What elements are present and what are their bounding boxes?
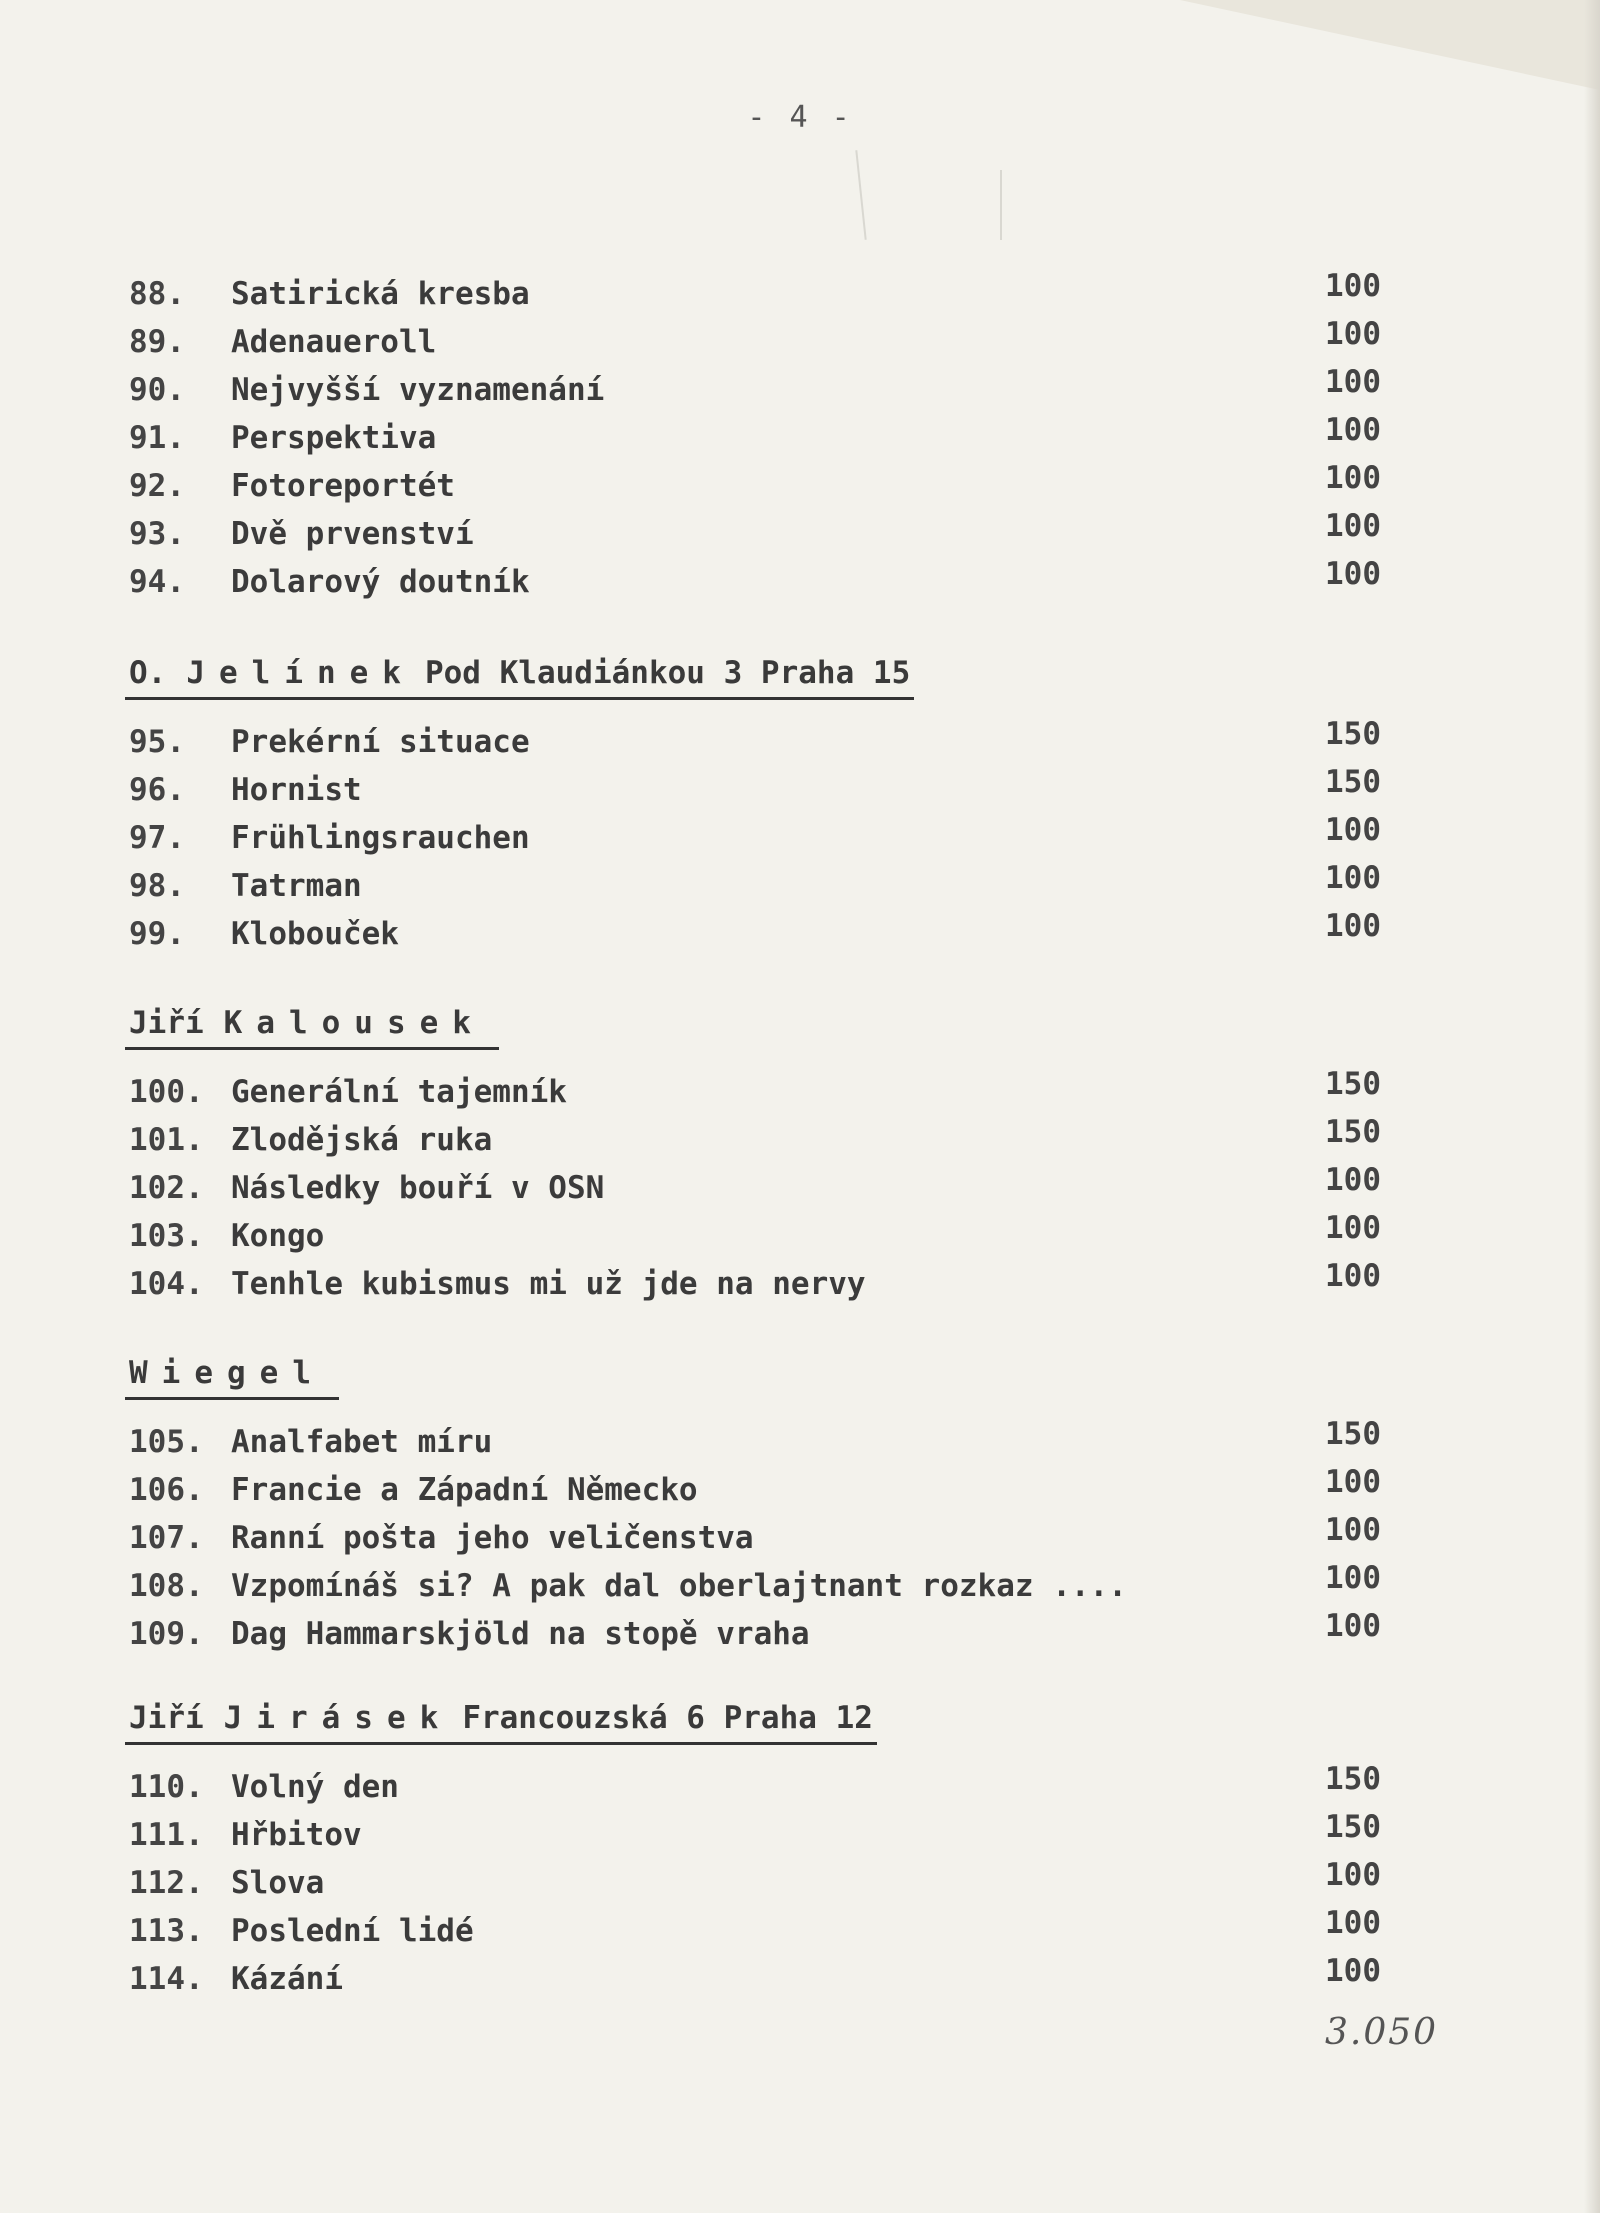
- item-number: 88.: [129, 276, 185, 312]
- item-title: Kongo: [231, 1218, 325, 1254]
- item-number: 100.: [129, 1074, 204, 1110]
- item-title: Fotoreportét: [231, 468, 455, 504]
- item-title: Zlodějská ruka: [231, 1122, 493, 1158]
- item-number: 108.: [129, 1568, 204, 1604]
- list-item: [125, 1610, 1425, 1658]
- list-item: [125, 718, 1425, 766]
- author-first-name: O.: [129, 655, 167, 691]
- list-item: [125, 558, 1425, 606]
- item-title: Volný den: [231, 1769, 399, 1805]
- list-item: [125, 1562, 1425, 1610]
- item-title: Kázání: [231, 1961, 343, 1997]
- item-title: Analfabet míru: [231, 1424, 493, 1460]
- item-price: 100: [1325, 1608, 1381, 1644]
- handwritten-total: 3.050: [1325, 2012, 1439, 2053]
- item-number: 111.: [129, 1817, 204, 1853]
- author-heading: [125, 1005, 499, 1050]
- list-item: [125, 1212, 1425, 1260]
- item-title: Dolarový doutník: [231, 564, 530, 600]
- item-title: Generální tajemník: [231, 1074, 567, 1110]
- item-price: 150: [1325, 1809, 1381, 1845]
- list-item: [125, 1811, 1425, 1859]
- item-price: 100: [1325, 1162, 1381, 1198]
- item-price: 100: [1325, 460, 1381, 496]
- item-title: Hřbitov: [231, 1817, 362, 1853]
- list-item: [125, 510, 1425, 558]
- list-item: [125, 318, 1425, 366]
- item-title: Tatrman: [231, 868, 362, 904]
- pencil-mark: [1000, 170, 1002, 240]
- item-number: 95.: [129, 724, 185, 760]
- list-item: [125, 1955, 1425, 2003]
- author-first-name: Jiří: [129, 1700, 204, 1736]
- item-price: 150: [1325, 764, 1381, 800]
- item-price: 100: [1325, 1905, 1381, 1941]
- author-address: Pod Klaudiánkou 3 Praha 15: [424, 655, 911, 691]
- item-number: 112.: [129, 1865, 204, 1901]
- item-price: 100: [1325, 812, 1381, 848]
- author-heading: [125, 655, 914, 700]
- item-price: 100: [1325, 860, 1381, 896]
- item-title: Frühlingsrauchen: [231, 820, 530, 856]
- item-price: 100: [1325, 1258, 1381, 1294]
- item-price: 100: [1325, 1953, 1381, 1989]
- item-title: Dvě prvenství: [231, 516, 474, 552]
- item-number: 114.: [129, 1961, 204, 1997]
- list-item: [125, 1116, 1425, 1164]
- item-price: 100: [1325, 908, 1381, 944]
- item-title: Hornist: [231, 772, 362, 808]
- item-number: 107.: [129, 1520, 204, 1556]
- section: [125, 270, 1425, 606]
- item-price: 100: [1325, 1560, 1381, 1596]
- list-item: [125, 1260, 1425, 1308]
- item-number: 110.: [129, 1769, 204, 1805]
- item-title: Nejvyšší vyznamenání: [231, 372, 605, 408]
- item-number: 90.: [129, 372, 185, 408]
- item-price: 100: [1325, 364, 1381, 400]
- item-title: Dag Hammarskjöld na stopě vraha: [231, 1616, 810, 1652]
- item-price: 100: [1325, 556, 1381, 592]
- item-price: 100: [1325, 1210, 1381, 1246]
- item-title: Prekérní situace: [231, 724, 530, 760]
- item-title: Ranní pošta jeho veličenstva: [231, 1520, 754, 1556]
- item-title: Klobouček: [231, 916, 399, 952]
- list-item: [125, 1859, 1425, 1907]
- list-item: [125, 366, 1425, 414]
- list-item: [125, 1068, 1425, 1116]
- item-number: 109.: [129, 1616, 204, 1652]
- list-item: [125, 462, 1425, 510]
- item-number: 93.: [129, 516, 185, 552]
- item-title: Francie a Západní Německo: [231, 1472, 698, 1508]
- section: [125, 655, 1425, 958]
- item-title: Slova: [231, 1865, 325, 1901]
- list-item: [125, 1907, 1425, 1955]
- item-price: 100: [1325, 508, 1381, 544]
- section: [125, 1700, 1425, 2003]
- author-surname: Kalousek: [223, 1005, 485, 1041]
- item-number: 96.: [129, 772, 185, 808]
- item-number: 113.: [129, 1913, 204, 1949]
- item-number: 103.: [129, 1218, 204, 1254]
- item-title: Perspektiva: [231, 420, 437, 456]
- list-item: [125, 1466, 1425, 1514]
- section: [125, 1355, 1425, 1658]
- item-price: 100: [1325, 1512, 1381, 1548]
- item-number: 105.: [129, 1424, 204, 1460]
- item-title: Poslední lidé: [231, 1913, 474, 1949]
- page-number: - 4 -: [747, 100, 853, 135]
- author-surname: Jirásek: [223, 1700, 453, 1736]
- item-price: 100: [1325, 268, 1381, 304]
- item-number: 91.: [129, 420, 185, 456]
- item-title: Adenaueroll: [231, 324, 437, 360]
- item-number: 94.: [129, 564, 185, 600]
- item-number: 106.: [129, 1472, 204, 1508]
- item-price: 100: [1325, 316, 1381, 352]
- item-price: 150: [1325, 1416, 1381, 1452]
- item-number: 89.: [129, 324, 185, 360]
- item-title: Vzpomínáš si? A pak dal oberlajtnant rozkaz ....: [231, 1568, 1127, 1604]
- item-number: 98.: [129, 868, 185, 904]
- item-price: 150: [1325, 1066, 1381, 1102]
- folded-corner: [1180, 0, 1600, 90]
- item-price: 150: [1325, 716, 1381, 752]
- list-item: [125, 910, 1425, 958]
- list-item: [125, 270, 1425, 318]
- item-title: Satirická kresba: [231, 276, 530, 312]
- item-title: Tenhle kubismus mi už jde na nervy: [231, 1266, 866, 1302]
- list-item: [125, 414, 1425, 462]
- author-heading: [125, 1700, 877, 1745]
- item-number: 92.: [129, 468, 185, 504]
- item-number: 101.: [129, 1122, 204, 1158]
- item-price: 150: [1325, 1761, 1381, 1797]
- item-number: 99.: [129, 916, 185, 952]
- item-number: 104.: [129, 1266, 204, 1302]
- list-item: [125, 862, 1425, 910]
- item-price: 100: [1325, 412, 1381, 448]
- author-heading: [125, 1355, 339, 1400]
- author-address: Francouzská 6 Praha 12: [462, 1700, 873, 1736]
- page-edge-shadow: [1584, 0, 1600, 2213]
- list-item: [125, 766, 1425, 814]
- item-number: 97.: [129, 820, 185, 856]
- author-surname: Wiegel: [129, 1355, 325, 1391]
- item-price: 150: [1325, 1114, 1381, 1150]
- list-item: [125, 1418, 1425, 1466]
- list-item: [125, 814, 1425, 862]
- author-first-name: Jiří: [129, 1005, 204, 1041]
- list-item: [125, 1763, 1425, 1811]
- item-number: 102.: [129, 1170, 204, 1206]
- list-item: [125, 1514, 1425, 1562]
- section: [125, 1005, 1425, 1308]
- item-title: Následky bouří v OSN: [231, 1170, 605, 1206]
- list-item: [125, 1164, 1425, 1212]
- item-price: 100: [1325, 1857, 1381, 1893]
- pencil-mark: [855, 150, 866, 240]
- item-price: 100: [1325, 1464, 1381, 1500]
- author-surname: Jelínek: [186, 655, 415, 691]
